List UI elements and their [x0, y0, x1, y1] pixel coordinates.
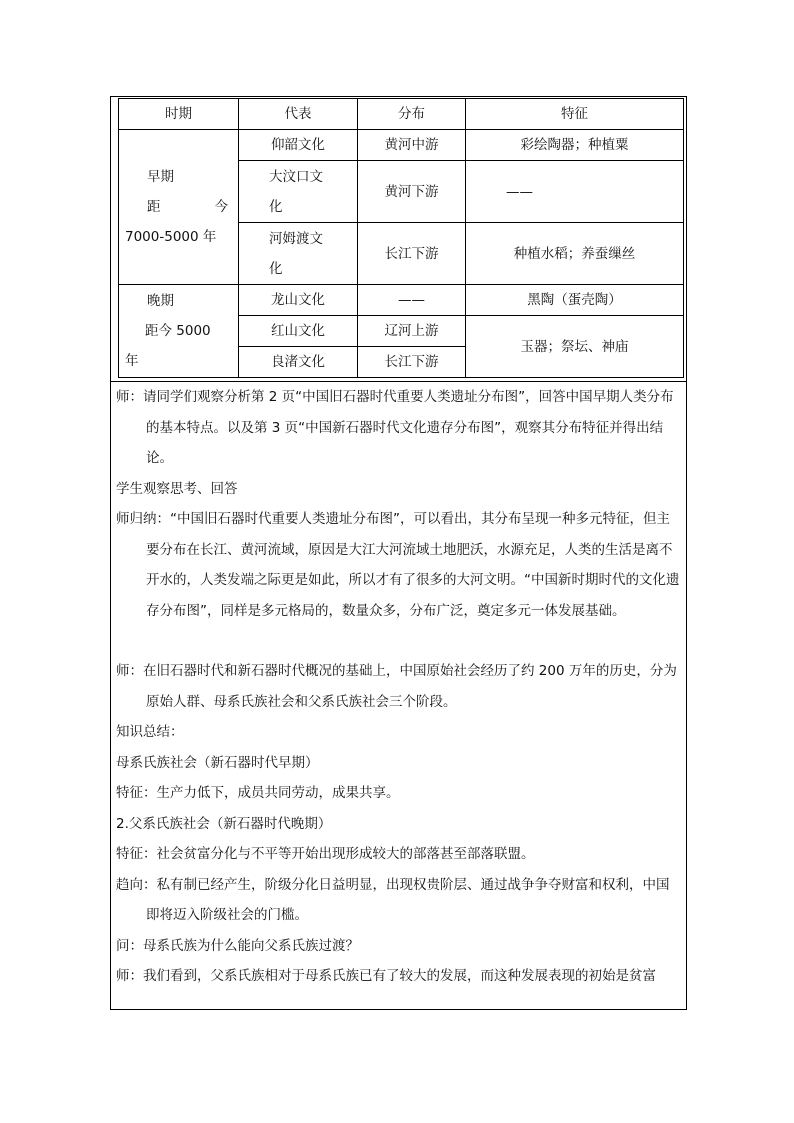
patriarchal-features: 特征：社会贫富分化与不平等开始出现形成较大的部落甚至部落联盟。: [116, 846, 535, 862]
culture-hemudu: 河姆渡文 化: [239, 223, 358, 285]
culture-yangshao: 仰韶文化: [239, 130, 358, 161]
feature-cell: 黑陶（蛋壳陶）: [466, 285, 684, 316]
early-distance: 距 今: [147, 199, 228, 215]
question-paragraph: 问：母系氏族为什么能向父系氏族过渡？: [116, 937, 359, 954]
knowledge-summary-heading: 知识总结：: [116, 724, 184, 740]
early-period-cell: [119, 130, 239, 285]
distribution-cell: 黄河中游: [358, 130, 466, 161]
teacher-summary-paragraph: 师归纳：“中国旧石器时代重要人类遗址分布图”，可以看出，其分布呈现一种多元特征，但主要分布在长江、黄河流域，原因是大江大河流域土地肥沃，水源充足，人类的生活是离不开水的，人类发端之际更是如此，所以才有了很多的大河文明。“中国新时期时代的文化遗存分布图”，同样是多元格局的，数量众多，分布广泛，奠定多元一体发展基础。: [116, 511, 680, 619]
culture-longshan: 龙山文化: [239, 285, 358, 316]
late-years: 距今 5000: [145, 323, 211, 339]
feature-cell: 彩绘陶器；种植粟: [466, 130, 684, 161]
lesson-body: [116, 382, 682, 992]
distribution-cell: 黄河下游: [358, 161, 466, 223]
late-years-unit: 年: [125, 353, 139, 369]
late-period-cell: [119, 285, 239, 378]
matriarchal-heading: 母系氏族社会（新石器时代早期）: [116, 754, 319, 771]
distribution-cell: 长江下游: [358, 223, 466, 285]
culture-dawenkou: 大汶口文 化: [239, 161, 358, 223]
teacher-answer-paragraph: 师：我们看到，父系氏族相对于母系氏族已有了较大的发展，而这种发展表现的初始是贫富: [116, 968, 656, 984]
distribution-cell: ——: [358, 285, 466, 316]
table-row: [119, 285, 684, 316]
distribution-cell: 辽河上游: [358, 316, 466, 347]
early-label: 早期: [147, 169, 174, 185]
culture-period-table: [118, 98, 684, 378]
feature-cell: ——: [466, 161, 684, 223]
table-row: [119, 130, 684, 161]
late-label: 晚期: [147, 293, 174, 309]
student-response-paragraph: 学生观察思考、回答: [116, 480, 238, 497]
patriarchal-heading: 2.父系氏族社会（新石器时代晚期）: [116, 815, 332, 832]
header-period: 时期: [119, 99, 239, 130]
header-representative: 代表: [239, 99, 358, 130]
teacher-question-paragraph: 师：请同学们观察分析第 2 页“中国旧石器时代重要人类遗址分布图”，回答中国早期人类分布的基本特点。以及第 3 页“中国新石器时代文化遗存分布图”，观察其分布特征并得出结论。: [116, 389, 674, 466]
culture-liangzhu: 良渚文化: [239, 347, 358, 378]
header-features: 特征: [466, 99, 684, 130]
table-header-row: [119, 99, 684, 130]
culture-hongshan: 红山文化: [239, 316, 358, 347]
matriarchal-features: 特征：生产力低下，成员共同劳动，成果共享。: [116, 785, 400, 801]
distribution-cell: 长江下游: [358, 347, 466, 378]
header-distribution: 分布: [358, 99, 466, 130]
feature-cell: 种植水稻；养蚕缫丝: [466, 223, 684, 285]
feature-cell: 玉器；祭坛、神庙: [466, 316, 684, 378]
early-years: 7000-5000 年: [125, 229, 217, 245]
teacher-stages-paragraph: 师：在旧石器时代和新石器时代概况的基础上，中国原始社会经历了约 200 万年的历史，分为原始人群、母系氏族社会和父系氏族社会三个阶段。: [116, 663, 677, 710]
trend-paragraph: 趋向：私有制已经产生，阶级分化日益明显，出现权贵阶层、通过战争争夺财富和权利，中国即将迈入阶级社会的门槛。: [116, 876, 670, 923]
